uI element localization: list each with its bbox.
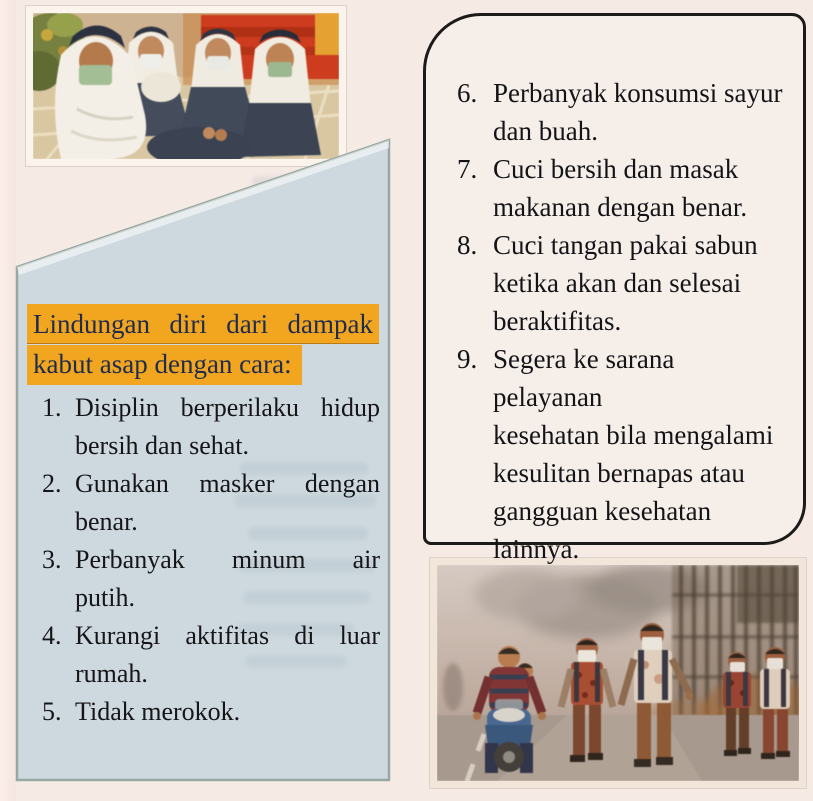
list-item bbox=[42, 693, 380, 731]
protection-list-6-9 bbox=[457, 74, 787, 568]
title-highlight-line2: kabut asap dengan cara: bbox=[27, 345, 302, 385]
list-item-line: Disiplin berperilaku hidup bbox=[75, 393, 380, 422]
list-item-line: Kurangi aktifitas di luar bbox=[75, 621, 380, 650]
list-item-line: Gunakan masker dengan bbox=[75, 469, 380, 498]
panel-title bbox=[27, 304, 379, 385]
list-item-line: rumah. bbox=[75, 659, 148, 688]
list-item-number: 2. bbox=[42, 469, 62, 498]
list-item-line: benar. bbox=[75, 507, 138, 536]
list-item-line: dan buah. bbox=[493, 116, 598, 146]
list-item bbox=[42, 389, 380, 465]
street-photo-scene bbox=[437, 565, 799, 781]
list-item bbox=[457, 340, 787, 568]
list-item bbox=[42, 617, 380, 693]
list-item-line: putih. bbox=[75, 583, 135, 612]
list-item bbox=[457, 150, 787, 226]
list-item-number: 7. bbox=[457, 154, 478, 184]
list-item-line: ketika akan dan selesai bbox=[493, 268, 742, 298]
list-item-line: beraktifitas. bbox=[493, 306, 622, 336]
list-item bbox=[457, 226, 787, 340]
page-margin-strip bbox=[0, 0, 16, 801]
list-item-number: 3. bbox=[42, 545, 62, 574]
list-item-line: Cuci bersih dan masak bbox=[493, 154, 739, 184]
haze-overlay bbox=[437, 565, 799, 781]
list-item-line: Perbanyak minum air bbox=[75, 545, 380, 574]
list-item-number: 8. bbox=[457, 230, 478, 260]
protection-list-1-5 bbox=[42, 389, 380, 731]
list-item-number: 9. bbox=[457, 344, 478, 374]
list-item-number: 1. bbox=[42, 393, 62, 422]
list-item-line: gangguan kesehatan bbox=[493, 496, 712, 526]
list-item-line: Perbanyak konsumsi sayur bbox=[493, 78, 783, 108]
list-item-line: kesulitan bernapas atau bbox=[493, 458, 745, 488]
street-photo bbox=[430, 558, 806, 788]
list-item-line: makanan dengan benar. bbox=[493, 192, 748, 222]
list-item-line: Segera ke sarana pelayanan bbox=[493, 344, 675, 412]
list-item-line: Tidak merokok. bbox=[75, 697, 241, 726]
list-item-number: 5. bbox=[42, 697, 62, 726]
list-item-line: Cuci tangan pakai sabun bbox=[493, 230, 758, 260]
list-item bbox=[42, 465, 380, 541]
list-item-number: 4. bbox=[42, 621, 62, 650]
list-item-line: lainnya. bbox=[493, 534, 580, 564]
list-item bbox=[42, 541, 380, 617]
list-item-line: kesehatan bila mengalami bbox=[493, 420, 774, 450]
list-item bbox=[457, 74, 787, 150]
list-item-line: bersih dan sehat. bbox=[75, 431, 250, 460]
list-item-number: 6. bbox=[457, 78, 478, 108]
title-highlight-line1: Lindungan diri dari dampak bbox=[27, 304, 379, 344]
rounded-info-panel bbox=[423, 13, 806, 564]
